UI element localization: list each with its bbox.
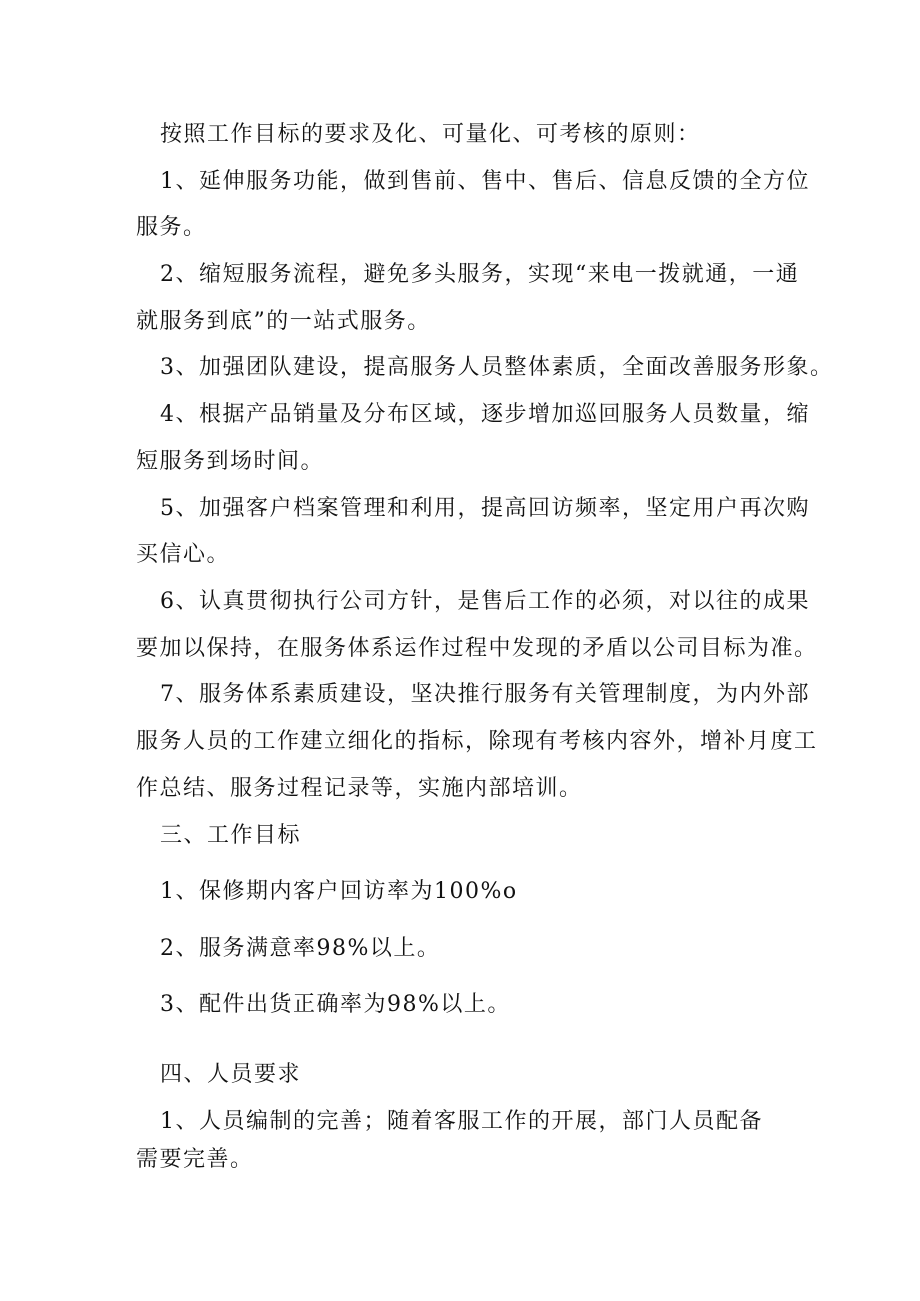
section-heading-staff-requirements: 四、人员要求 — [160, 1062, 302, 1087]
item-1-line-1: 1、延伸服务功能，做到售前、售中、售后、信息反馈的全方位 — [160, 169, 810, 194]
paragraph-intro: 按照工作目标的要求及化、可量化、可考核的原则： — [160, 122, 701, 147]
goal-item-2: 2、服务满意率98%以上。 — [160, 936, 441, 961]
item-2-line-1: 2、缩短服务流程，避免多头服务，实现“来电一拨就通，一通 — [160, 262, 800, 287]
item-4-line-2: 短服务到场时间。 — [136, 449, 325, 474]
item-5-line-1: 5、加强客户档案管理和利用，提高回访频率，坚定用户再次购 — [160, 496, 810, 521]
item-5-line-2: 买信心。 — [136, 542, 231, 567]
item-1-line-2: 服务。 — [136, 215, 207, 240]
item-2-line-2: 就服务到底”的一站式服务。 — [136, 309, 431, 334]
goal-item-3: 3、配件出货正确率为98%以上。 — [160, 992, 511, 1017]
item-7-line-3: 作总结、服务过程记录等，实施内部培训。 — [136, 776, 583, 801]
staff-item-1-line-2: 需要完善。 — [136, 1147, 254, 1172]
section-heading-work-goals: 三、工作目标 — [160, 823, 302, 848]
goal-item-1: 1、保修期内客户回访率为100%o — [160, 879, 518, 904]
staff-item-1-line-1: 1、人员编制的完善；随着客服工作的开展，部门人员配备 — [160, 1109, 763, 1134]
item-7-line-2: 服务人员的工作建立细化的指标，除现有考核内容外，增补月度工 — [136, 729, 818, 754]
item-7-line-1: 7、服务体系素质建设，坚决推行服务有关管理制度，为内外部 — [160, 682, 810, 707]
item-6-line-2: 要加以保持，在服务体系运作过程中发现的矛盾以公司目标为准。 — [136, 636, 818, 661]
item-6-line-1: 6、认真贯彻执行公司方针，是售后工作的必须，对以往的成果 — [160, 589, 810, 614]
item-4-line-1: 4、根据产品销量及分布区域，逐步增加巡回服务人员数量，缩 — [160, 402, 810, 427]
item-3-line-1: 3、加强团队建设，提高服务人员整体素质，全面改善服务形象。 — [160, 355, 834, 380]
